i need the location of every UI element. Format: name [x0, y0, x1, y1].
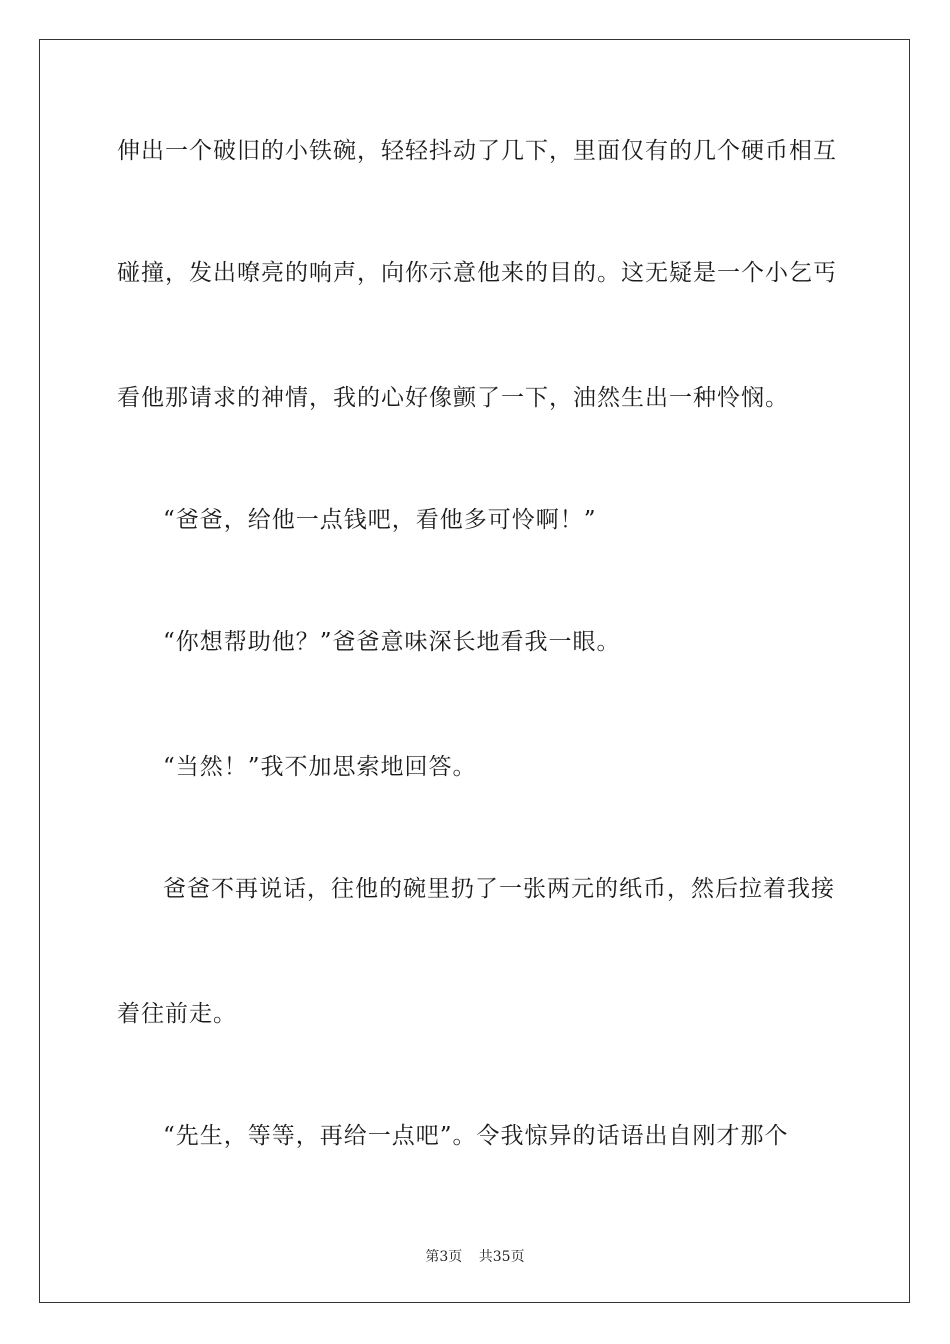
text-line-9: “先生，等等，再给一点吧”。令我惊异的话语出自刚才那个 [163, 1123, 789, 1149]
text-line-4: “爸爸，给他一点钱吧，看他多可怜啊！” [163, 507, 597, 533]
text-line-2: 碰撞，发出嘹亮的响声，向你示意他来的目的。这无疑是一个小乞丐 [117, 260, 837, 286]
text-line-8: 着往前走。 [117, 1001, 237, 1027]
text-line-3: 看他那请求的神情，我的心好像颤了一下，油然生出一种怜悯。 [117, 385, 789, 411]
text-line-7: 爸爸不再说话，往他的碗里扔了一张两元的纸币，然后拉着我接 [163, 876, 835, 902]
total-pages-label: 共35页 [478, 1249, 525, 1265]
text-line-5: “你想帮助他？”爸爸意味深长地看我一眼。 [163, 629, 621, 655]
page-footer [0, 1248, 950, 1266]
current-page-label: 第3页 [425, 1249, 463, 1265]
text-line-6: “当然！”我不加思索地回答。 [163, 754, 477, 780]
page-frame [39, 39, 910, 1303]
text-line-1: 伸出一个破旧的小铁碗，轻轻抖动了几下，里面仅有的几个硬币相互 [117, 138, 837, 164]
